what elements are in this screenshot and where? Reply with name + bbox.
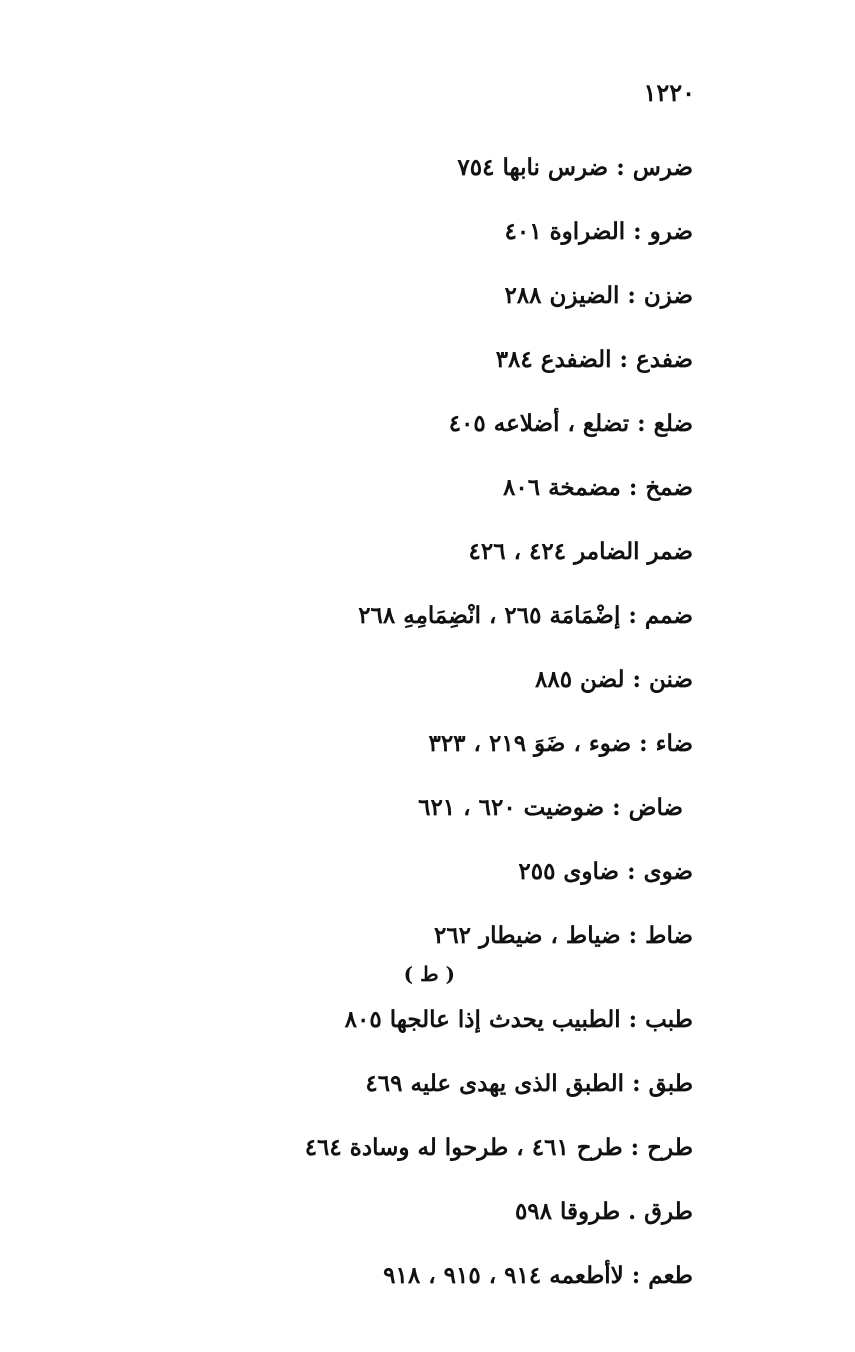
index-entry-damam: ضمم : إضْمَامَة ٢٦٥ ، انْضِمَامِهِ ٢٦٨	[358, 602, 693, 629]
index-entry-tabab: طبب : الطبيب يحدث إذا عالجها ٨٠٥	[344, 1006, 693, 1033]
index-entry-dala: ضلع : تضلع ، أضلاعه ٤٠٥	[448, 410, 693, 437]
index-entry-darw: ضرو : الضراوة ٤٠١	[504, 218, 693, 245]
index-entry-damakh: ضمخ : مضمخة ٨٠٦	[503, 474, 693, 501]
index-entry-dat: ضاط : ضياط ، ضيطار ٢٦٢	[433, 922, 693, 949]
page-number: ١٢٢٠	[643, 78, 695, 107]
index-entry-damar: ضمر الضامر ٤٢٤ ، ٤٢٦	[468, 538, 693, 565]
index-entry-taam: طعم : لاأطعمه ٩١٤ ، ٩١٥ ، ٩١٨	[383, 1262, 693, 1289]
section-header-ta: ( ط )	[403, 962, 455, 986]
index-entry-dazan: ضزن : الضيزن ٢٨٨	[504, 282, 693, 309]
index-entries	[153, 150, 693, 1322]
index-entry-difda: ضفدع : الضفدع ٣٨٤	[495, 346, 693, 373]
index-entry-tabaq: طبق : الطبق الذى يهدى عليه ٤٦٩	[365, 1070, 693, 1097]
index-entry-dars: ضرس : ضرس نابها ٧٥٤	[457, 154, 693, 181]
index-entry-taraq: طرق . طروقا ٥٩٨	[514, 1198, 693, 1225]
index-entry-danan: ضنن : لضن ٨٨٥	[534, 666, 693, 693]
index-entry-daa: ضاء : ضوء ، ضَوَ ٢١٩ ، ٣٢٣	[428, 730, 693, 757]
index-entry-dad: ضاض : ضوضيت ٦٢٠ ، ٦٢١	[418, 794, 683, 821]
index-entry-tarah: طرح : طرح ٤٦١ ، طرحوا له وسادة ٤٦٤	[304, 1134, 693, 1161]
index-entry-dawa: ضوى : ضاوى ٢٥٥	[518, 858, 693, 885]
